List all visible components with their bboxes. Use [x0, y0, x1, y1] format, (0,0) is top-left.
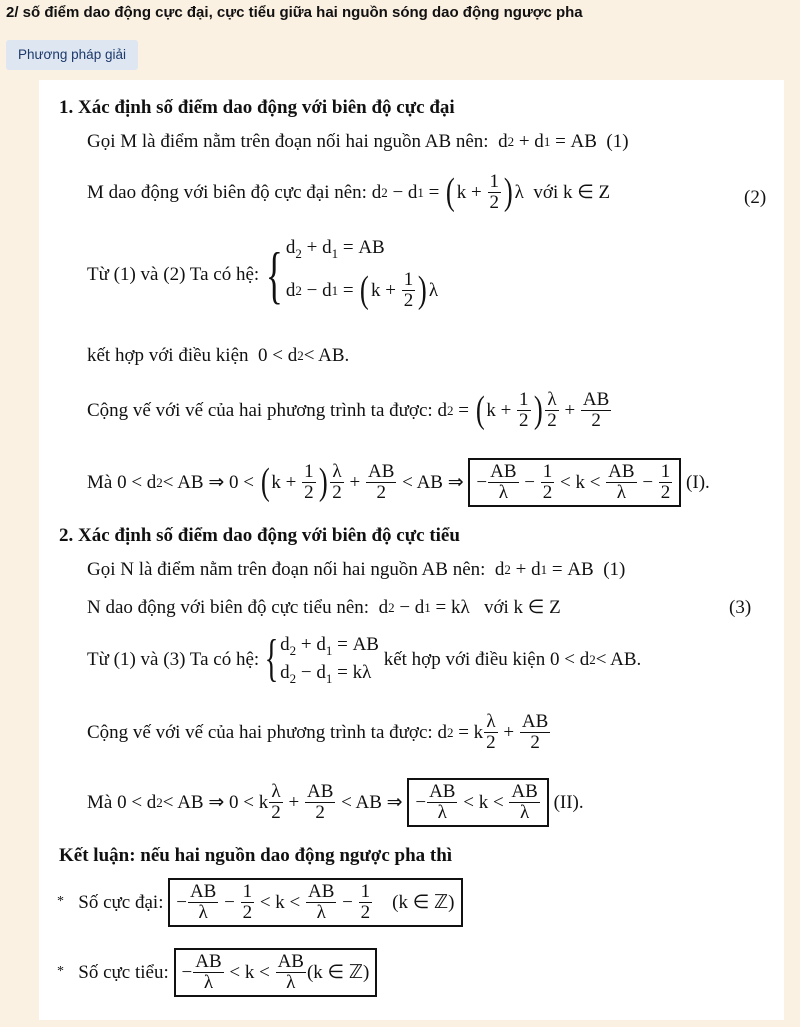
- s2-with-k: với k ∈ Z: [483, 597, 561, 618]
- s1-eq-d2: d 2 = ( k + $\frac{1}{2}$ ) $\frac{\lambda}{2}$ + $\frac{AB}{2}$: [432, 389, 610, 432]
- tab-phuong-phap-giai[interactable]: Phương pháp giải: [6, 40, 138, 70]
- s2-line4: [87, 712, 551, 753]
- s2-result-box: − $\frac{AB}{\lambda}$ < k < $\frac{AB}{\lambda}$: [407, 778, 548, 827]
- s1-tag2: (2): [744, 187, 767, 208]
- s2-line2: [87, 598, 561, 617]
- s2-line3-text: Từ (1) và (3) Ta có hệ:: [87, 649, 260, 671]
- s1-tag1: (1): [606, 131, 629, 152]
- s1-result-tag: (I).: [686, 471, 710, 493]
- s1-line5-text: Cộng vế với vế của hai phương trình ta được:: [87, 399, 433, 421]
- max-result-box: − $\frac{AB}{\lambda}$ − $\frac{1}{2}$ < k < $\frac{AB}{\lambda}$ − $\frac{1}{2}$ (k ∈ ℤ): [168, 878, 462, 927]
- s2-line3b-text: kết hợp với điều kiện: [383, 649, 546, 671]
- s2-system: { $d_2 + d_1$ = AB $d_2 - d_1 = k\lambda$: [264, 630, 379, 688]
- s1-line1: [87, 132, 629, 151]
- s2-line5-text: Mà: [87, 791, 113, 813]
- s2-eq-d2: d 2 = k $\frac{\lambda}{2}$ + $\frac{AB}{2}$: [432, 711, 549, 753]
- s2-line1-text: Gọi N là điểm nằm trên đoạn nối hai nguồn AB nên:: [87, 559, 486, 580]
- s1-with-k: với k ∈ Z: [533, 181, 611, 203]
- s1-line2-text: M dao động với biên độ cực đại nên:: [87, 181, 367, 203]
- s1-line3: [87, 238, 438, 311]
- solution-image: [39, 80, 784, 1020]
- s2-eq2: d 2 − d 1 = kλ: [373, 597, 480, 618]
- s2-tag1: (1): [603, 559, 626, 580]
- s2-line5: [87, 778, 584, 827]
- s2-line2-text: N dao động với biên độ cực tiểu nên:: [87, 597, 370, 618]
- s2-line4-text: Cộng vế với vế của hai phương trình ta được:: [87, 721, 433, 743]
- s1-line2: [87, 172, 610, 213]
- s2-ineq: 0 < d 2 < AB ⇒ 0 < k $\frac{\lambda}{2}$ + $\frac{AB}{2}$ < AB ⇒: [112, 781, 408, 823]
- s1-line4-text: kết hợp với điều kiện: [87, 345, 249, 366]
- s1-eq2: d 2 − d 1 = ( k + $\frac{1}{2}$ ) λ: [366, 171, 534, 214]
- s1-eq1: d 2 + d 1 = AB: [493, 131, 602, 152]
- s2-eq1: d 2 + d 1 = AB: [490, 559, 599, 580]
- min-result-box: − $\frac{AB}{\lambda}$ < k < $\frac{AB}{\lambda}$ (k ∈ ℤ): [174, 948, 378, 997]
- section2-heading: 2. Xác định số điểm dao động với biên độ cực tiểu: [59, 525, 460, 546]
- bullet-max: *: [57, 894, 64, 910]
- page-title: 2/ số điểm dao động cực đại, cực tiểu giữa hai nguồn sóng dao động ngược pha: [6, 4, 583, 21]
- s1-line6: [87, 458, 710, 507]
- s1-system: { $d_2 + d_1$ = AB d 2 − d 1 = ( k + $\frac{1}{2}$ ) λ: [266, 237, 439, 312]
- conclusion-min: [57, 948, 377, 997]
- s1-line3-text: Từ (1) và (2) Ta có hệ:: [87, 263, 260, 285]
- s2-line1: [87, 560, 625, 579]
- conclusion-heading: Kết luận: nếu hai nguồn dao động ngược pha thì: [59, 845, 453, 866]
- s1-condition: 0 < d 2 < AB.: [253, 345, 350, 366]
- s1-line1-text: Gọi M là điểm nằm trên đoạn nối hai nguồn AB nên:: [87, 131, 489, 152]
- s1-line6-text: Mà: [87, 471, 113, 493]
- s2-result-tag: (II).: [553, 791, 584, 813]
- section1-heading: 1. Xác định số điểm dao động với biên độ cực đại: [59, 97, 455, 118]
- s2-condition: 0 < d 2 < AB.: [545, 649, 642, 671]
- s1-ineq: 0 < d 2 < AB ⇒ 0 < ( k + $\frac{1}{2}$ ) $\frac{\lambda}{2}$ + $\frac{AB}{2}$ < AB ⇒: [112, 461, 469, 504]
- s1-line4: [87, 346, 349, 365]
- s2-tag3: (3): [729, 597, 752, 618]
- s1-line5: [87, 390, 612, 431]
- s1-result-box: − $\frac{AB}{\lambda}$ − $\frac{1}{2}$ < k < $\frac{AB}{\lambda}$ − $\frac{1}{2}$: [468, 458, 681, 507]
- conclusion-max: [57, 878, 463, 927]
- s2-line3: [87, 630, 642, 688]
- max-label: Số cực đại:: [78, 891, 164, 913]
- min-label: Số cực tiểu:: [78, 961, 169, 983]
- bullet-min: *: [57, 964, 64, 980]
